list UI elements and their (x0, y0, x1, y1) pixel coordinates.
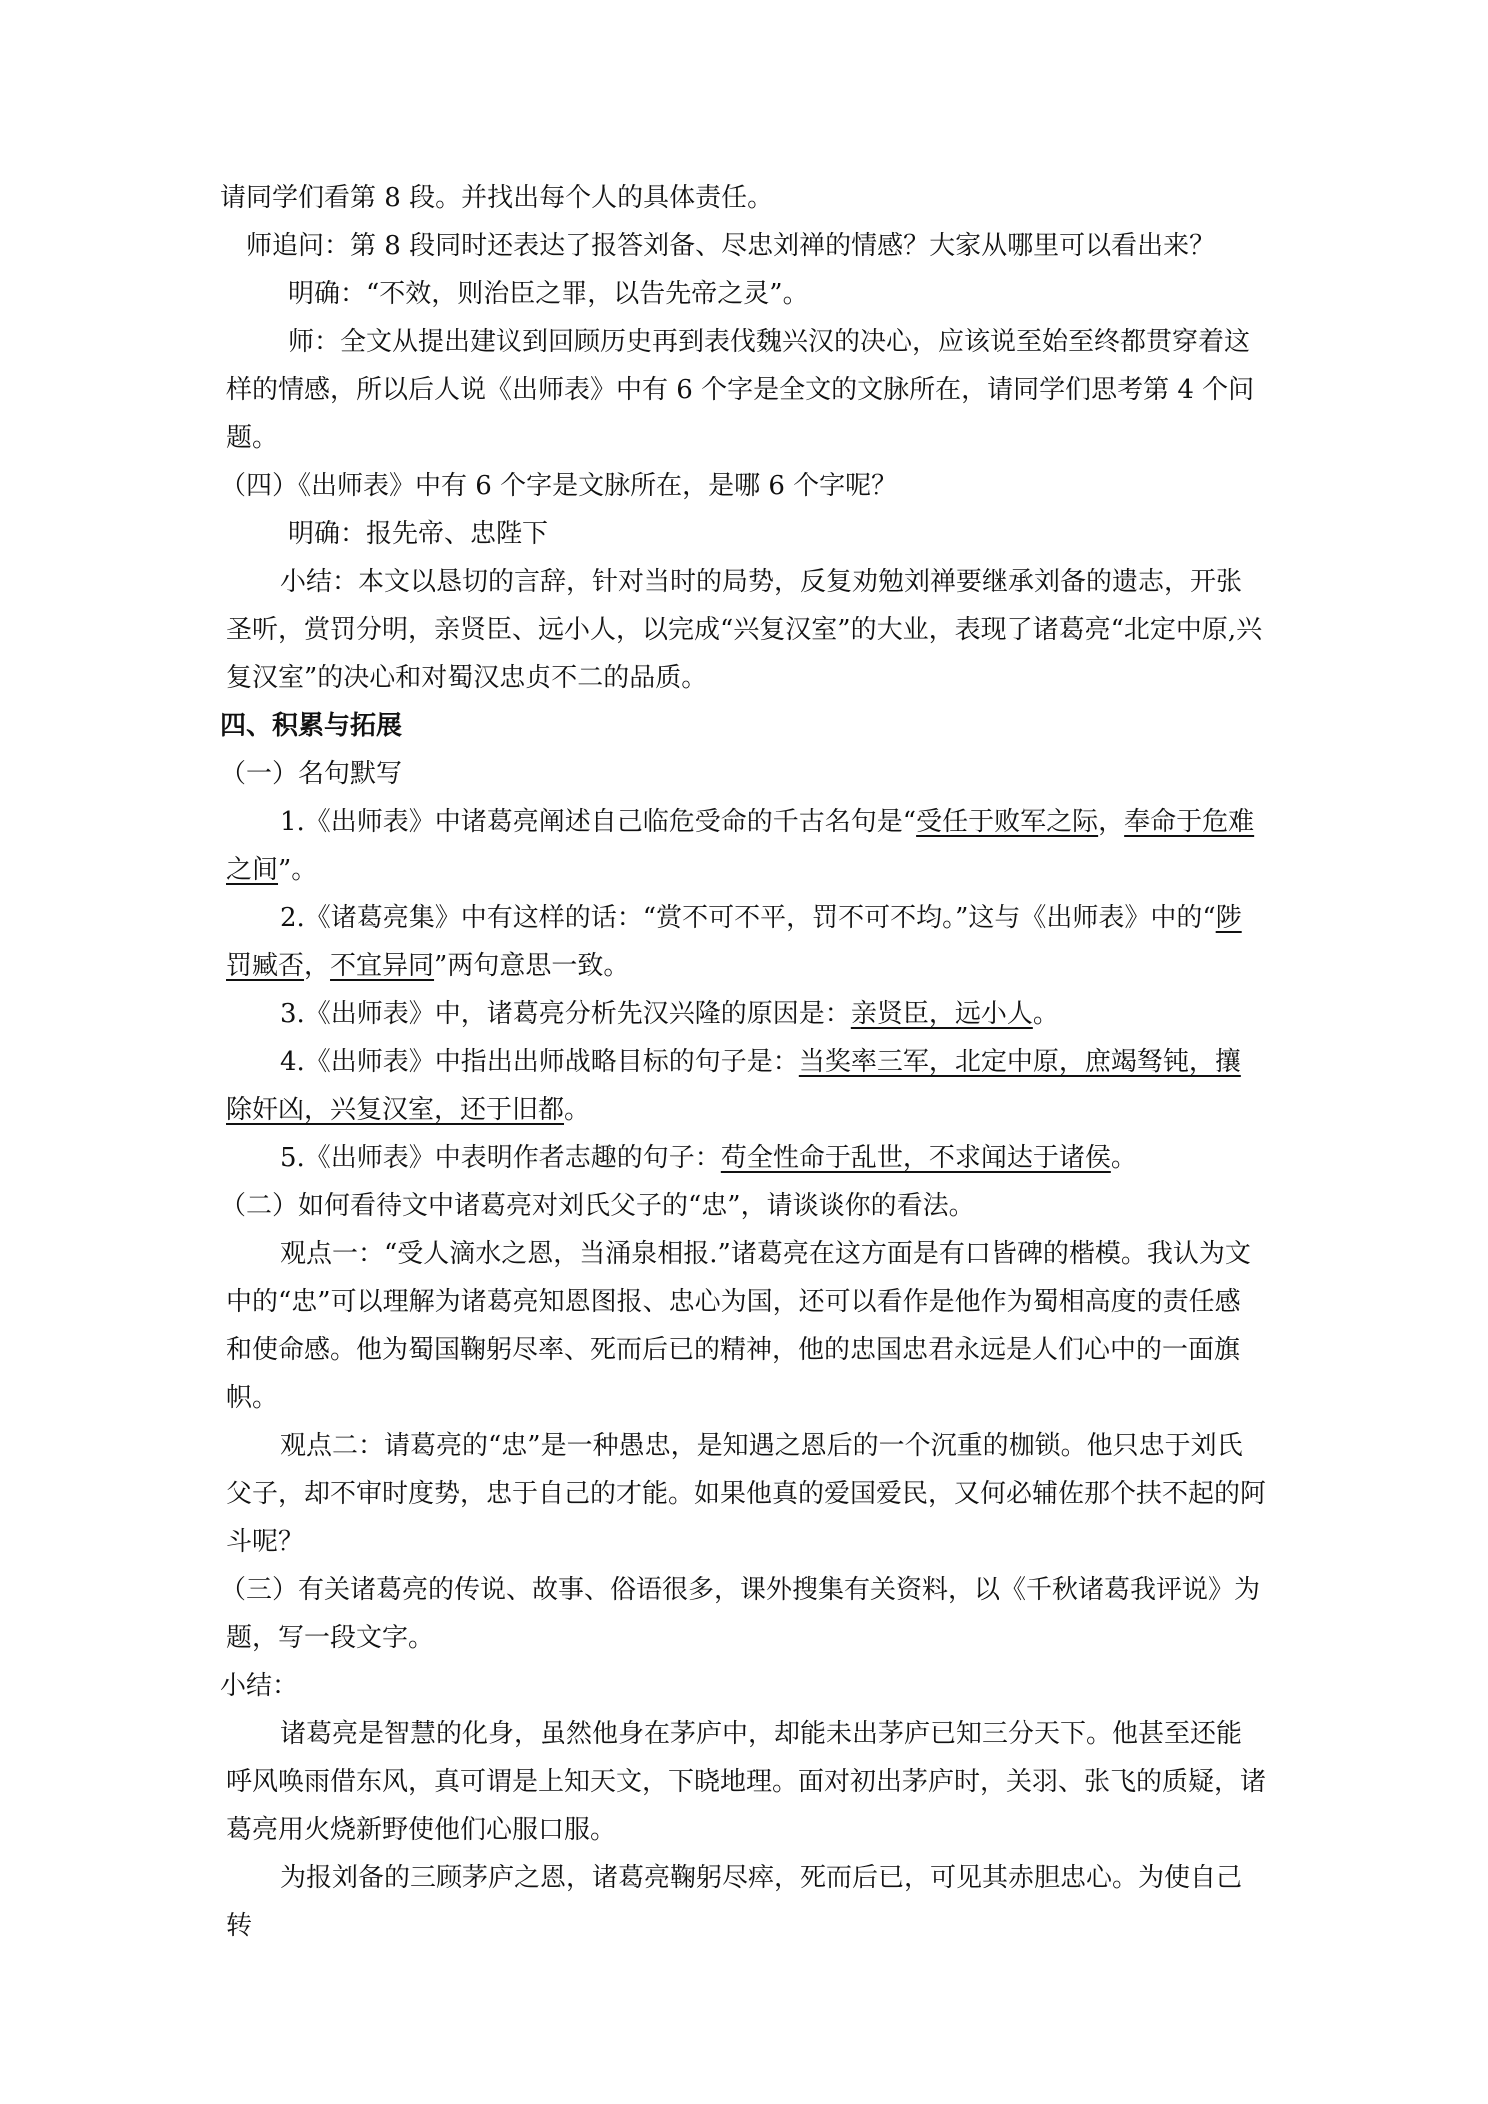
subsection-heading: （三）有关诸葛亮的传说、故事、俗语很多，课外搜集有关资料，以《千秋诸葛我评说》为题，写一段文字。 (220, 1575, 1261, 1653)
summary-label: 小结： (220, 1671, 299, 1701)
answer-text: 不宜异同 (330, 951, 435, 981)
viewpoint-paragraph: 观点一：“受人滴水之恩，当涌泉相报.”诸葛亮在这方面是有口皆碑的楷模。我认为文中的“忠”可以理解为诸葛亮知恩图报、忠心为国，还可以看作是他作为蜀相高度的责任感和使命感。他为蜀国鞠躬尽率、死而后已的精神，他的忠国忠君永远是人们心中的一面旗帜。 (226, 1239, 1251, 1413)
document-body (220, 174, 1267, 1950)
paragraph: 师：全文从提出建议到回顾历史再到表伐魏兴汉的决心，应该说至始至终都贯穿着这样的情感，所以后人说《出师表》中有 6 个字是全文的文脉所在，请同学们思考第 4 个问题。 (226, 327, 1255, 453)
answer-text: 奉命于危难之间 (226, 807, 1255, 885)
paragraph: 诸葛亮是智慧的化身，虽然他身在茅庐中，却能未出茅庐已知三分天下。他甚至还能呼风唤雨借东风，真可谓是上知天文，下晓地理。面对初出茅庐时，关羽、张飞的质疑，诸葛亮用火烧新野使他们心服口服。 (226, 1719, 1267, 1845)
fill-in-item-1: 1.《出师表》中诸葛亮阐述自己临危受命的千古名句是“受任于败军之际，奉命于危难之间”。 (226, 807, 1255, 885)
fill-in-item-2: 2.《诸葛亮集》中有这样的话：“赏不可不平，罚不可不均。”这与《出师表》中的“陟罚臧否，不宜异同”两句意思一致。 (226, 903, 1242, 981)
paragraph: 师追问：第 8 段同时还表达了报答刘备、尽忠刘禅的情感？大家从哪里可以看出来？ (246, 231, 1216, 261)
paragraph: 明确：“不效，则治臣之罪，以告先帝之灵”。 (288, 279, 809, 309)
section-heading: 四、积累与拓展 (220, 711, 403, 741)
summary-paragraph: 小结：本文以恳切的言辞，针对当时的局势，反复劝勉刘禅要继承刘备的遗志，开张圣听，赏罚分明，亲贤臣、远小人，以完成“兴复汉室”的大业，表现了诸葛亮“北定中原,兴复汉室”的决心和对蜀汉忠贞不二的品质。 (226, 567, 1263, 693)
viewpoint-paragraph: 观点二：请葛亮的“忠”是一种愚忠，是知遇之恩后的一个沉重的枷锁。他只忠于刘氏父子，却不审时度势，忠于自己的才能。如果他真的爱国爱民，又何必辅佐那个扶不起的阿斗呢？ (226, 1431, 1267, 1557)
answer-text: 苟全性命于乱世，不求闻达于诸侯 (720, 1143, 1111, 1173)
fill-in-item-3: 3.《出师表》中，诸葛亮分析先汉兴隆的原因是：亲贤臣，远小人。 (280, 999, 1059, 1029)
answer-text: 当奖率三军，北定中原，庶竭驽钝，攘除奸凶，兴复汉室，还于旧都 (226, 1047, 1241, 1125)
subsection-heading: （二）如何看待文中诸葛亮对刘氏父子的“忠”，请谈谈你的看法。 (220, 1191, 975, 1221)
fill-in-item-5: 5.《出师表》中表明作者志趣的句子：苟全性命于乱世，不求闻达于诸侯。 (280, 1143, 1137, 1173)
paragraph: 明确：报先帝、忠陛下 (288, 519, 549, 549)
paragraph: 为报刘备的三顾茅庐之恩，诸葛亮鞠躬尽瘁，死而后已，可见其赤胆忠心。为使自己转 (226, 1863, 1243, 1941)
subsection-heading: （一）名句默写 (220, 759, 403, 789)
answer-text: 受任于败军之际 (916, 807, 1099, 837)
fill-in-item-4: 4.《出师表》中指出出师战略目标的句子是：当奖率三军，北定中原，庶竭驽钝，攘除奸凶，兴复汉室，还于旧都。 (226, 1047, 1241, 1125)
paragraph: 请同学们看第 8 段。并找出每个人的具体责任。 (220, 183, 774, 213)
answer-text: 亲贤臣，远小人 (850, 999, 1033, 1029)
answer-text: 陟罚臧否 (226, 903, 1242, 981)
question-heading: （四）《出师表》中有 6 个字是文脉所在，是哪 6 个字呢？ (220, 471, 898, 501)
